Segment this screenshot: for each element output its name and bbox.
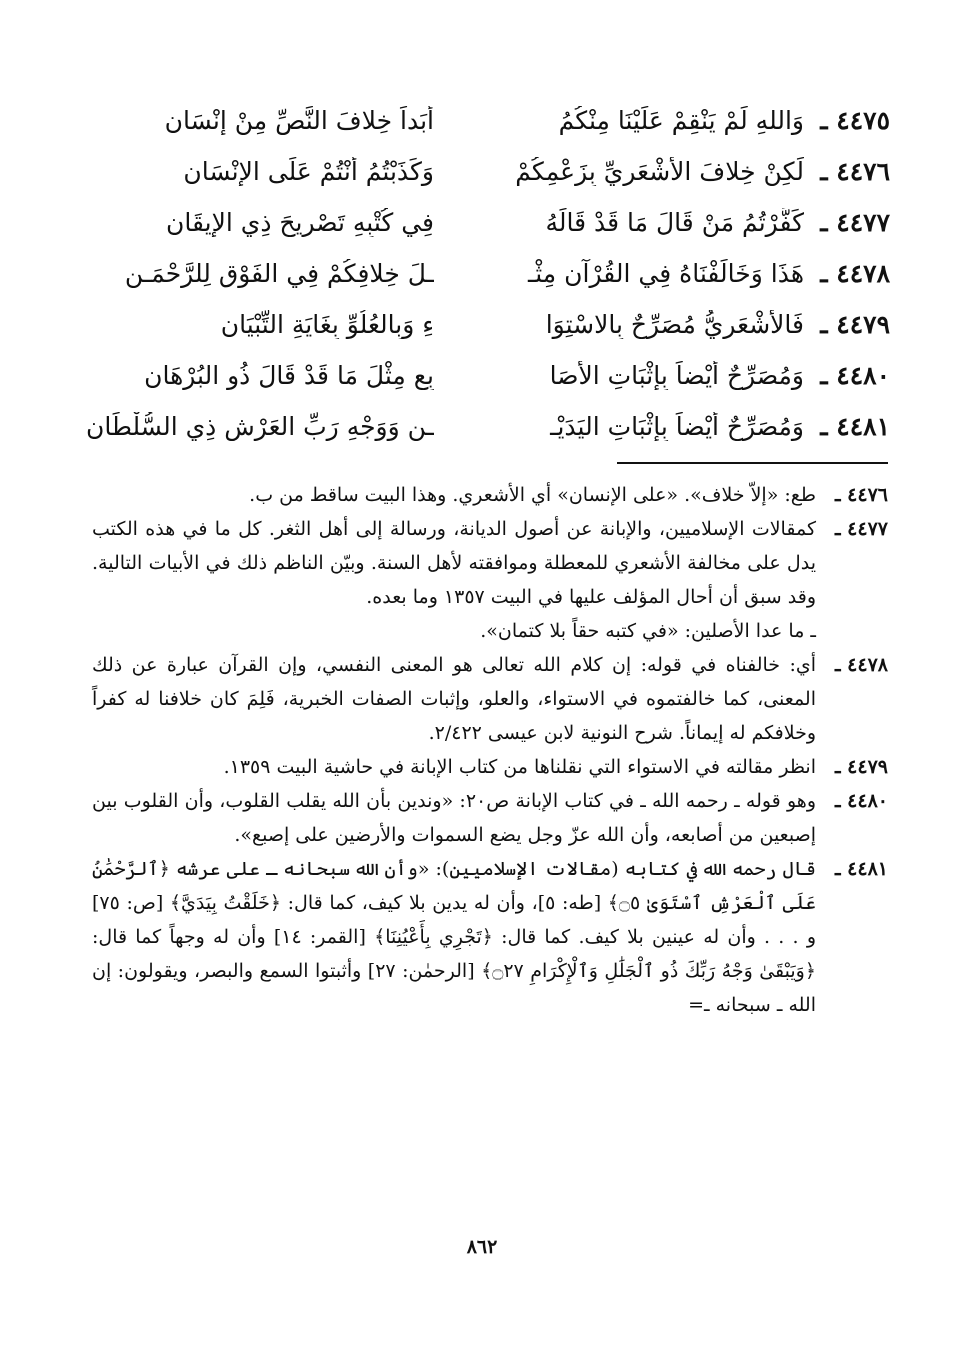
footnote-number: ٤٤٧٦ ـ (834, 484, 888, 506)
footnote-number: ٤٤٧٧ ـ (834, 518, 888, 540)
footnote (92, 852, 888, 1022)
footnote-text (92, 750, 816, 784)
verse-first-hemistich: وَمُصَرِّحٌ أَيْضاً بِإِثْبَاتِ اليَدَيْـ (550, 412, 804, 441)
footnote-number: ٤٤٨١ ـ (834, 858, 888, 880)
footnote-paragraph: قال رحمه الله في كتابه (مقالات الإسلاميين): «وأن الله سبحانه ـ على عرشه ﴿ٱلرَّحْمَٰنُ عَلَى ٱلْعَرْشِ ٱسْتَوَىٰ ۝٥﴾ [طه: ٥]، وأن له يدين بلا كيف، كما قال: ﴿خَلَقْتُ بِيَدَيَّ﴾ [ص: ٧٥] و . . . وأن له عينين بلا كيف. كما قال: ﴿تَجْرِي بِأَعْيُنِنَا﴾ [القمر: ١٤] وأن له وجهاً كما قال: ﴿وَيَبْقَىٰ وَجْهُ رَبِّكَ ذُو ٱلْجَلَٰلِ وَٱلْإِكْرَامِ ۝٢٧﴾ [الرحمٰن: ٢٧] وأثبتوا السمع والبصر، ويقولون: إن الله ـ سبحانه ـ= (92, 858, 816, 1016)
footnote (92, 784, 888, 852)
footnote-paragraph: كمقالات الإسلاميين، والإبانة عن أصول الديانة، ورسالة إلى أهل الثغر. كل ما في هذه الكتب يدل على مخالفة الأشعري للمعطلة وموافقته لأهل السنة. وبيّن الناظم ذلك في الأبيات التالية. وقد سبق أن أحال المؤلف عليها في البيت ١٣٥٧ وما بعده. (92, 518, 816, 608)
footnote (92, 512, 888, 648)
footnote-paragraph: انظر مقالته في الاستواء التي نقلناها من كتاب الإبانة في حاشية البيت ١٣٥٩. (223, 756, 816, 778)
verse-number: ٤٤٧٥ ـ (820, 106, 890, 135)
verse-line (70, 401, 890, 452)
poem-verses (70, 95, 890, 452)
footnote-text (92, 512, 816, 648)
footnote-paragraph: ـ ما عدا الأصلين: «في كتبه حقاً بلا كتمان». (480, 620, 816, 642)
verse-line (70, 95, 890, 146)
footnote-text (92, 784, 816, 852)
footnotes (92, 478, 888, 1022)
footnote-text (92, 478, 816, 512)
verse-first-hemistich: فَالأَشْعَرِيُّ مُصَرِّحٌ بِالاسْتِوَا (545, 310, 804, 339)
verse-number: ٤٤٧٨ ـ (820, 259, 890, 288)
verse-line (70, 197, 890, 248)
verse-number: ٤٤٨٠ ـ (820, 361, 890, 390)
verse-second-hemistich: فِي كُتْبِهِ تَصْرِيحَ ذِي الإِيقَانِ (166, 208, 434, 237)
footnote-paragraph: طع: «إلاّ خلاف». «على الإنسان» أي الأشعري. وهذا البيت ساقط من ب. (249, 484, 816, 506)
footnote-paragraph: أي: خالفناه في قوله: إن كلام الله تعالى هو المعنى النفسي، وإن القرآن عبارة عن ذلك المعنى، كما خالفتموه في الاستواء، والعلو، وإثبات الصفات الخبرية، فَلِمَ كان خلافنا له كفراً وخلافكم له إيماناً. شرح النونية لابن عيسى ٢/٤٢٢. (92, 654, 816, 744)
verse-first-hemistich: كَفَّرْتُمُ مَنْ قَالَ مَا قَدْ قَالَهُ (545, 208, 804, 237)
verse-second-hemistich: ءِ وَبِالعُلُوِّ بِغَايَةِ التِّبْيَانِ (220, 310, 434, 339)
verse-first-hemistich: لَكِنْ خِلافَ الأَشْعَرِيِّ بِزَعْمِكُمْ (515, 157, 804, 186)
footnote (92, 478, 888, 512)
verse-second-hemistich: ـلَ خِلافِكُمْ فِي الفَوْقِ لِلرَّحْمَـنِ (124, 259, 434, 288)
footnote-paragraph: وهو قوله ـ رحمه الله ـ في كتاب الإبانة ص٢٠: «وندين بأن الله يقلب القلوب، وأن القلوب بين إصبعين من أصابعه، وأن الله عزّ وجل يضع السموات والأرضين على إصبع». (92, 790, 816, 846)
footnote-text (92, 648, 816, 750)
verse-first-hemistich: هَذَا وَخَالَفْنَاهُ فِي القُرْآنِ مِثْـ (527, 259, 804, 288)
verse-number: ٤٤٨١ ـ (820, 412, 890, 441)
verse-line (70, 350, 890, 401)
footnote-text (92, 852, 816, 1022)
footnote-number: ٤٤٧٩ ـ (834, 756, 888, 778)
verse-second-hemistich: ـنِ وَوَجْهِ رَبِّ العَرْشِ ذِي السُّلْطَانِ (86, 412, 434, 441)
verse-line (70, 248, 890, 299)
footnote (92, 648, 888, 750)
footnote-number: ٤٤٨٠ ـ (834, 790, 888, 812)
verse-number: ٤٤٧٩ ـ (820, 310, 890, 339)
verse-line (70, 146, 890, 197)
verse-second-hemistich: وَكَذَبْتُمُ أَنْتُمْ عَلَى الإنْسَانِ (183, 157, 434, 186)
verse-first-hemistich: وَمُصَرِّحٌ أَيْضاً بِإِثْبَاتِ الأَصَا (549, 361, 804, 390)
footnote (92, 750, 888, 784)
verse-second-hemistich: بِعِ مِثْلَ مَا قَدْ قَالَ ذُو البُرْهَانِ (144, 361, 434, 390)
footnote-number: ٤٤٧٨ ـ (834, 654, 888, 676)
verse-number: ٤٤٧٦ ـ (820, 157, 890, 186)
page-number: ٨٦٢ (466, 1236, 498, 1258)
verse-number: ٤٤٧٧ ـ (820, 208, 890, 237)
verse-line (70, 299, 890, 350)
verse-first-hemistich: وَاللهِ لَمْ يَنْقِمْ عَلَيْنَا مِنْكُمُ (558, 106, 804, 135)
footnote-separator (617, 462, 888, 464)
verse-second-hemistich: أَبَداً خِلافَ النَّصِّ مِنْ إِنْسَانِ (164, 106, 434, 135)
